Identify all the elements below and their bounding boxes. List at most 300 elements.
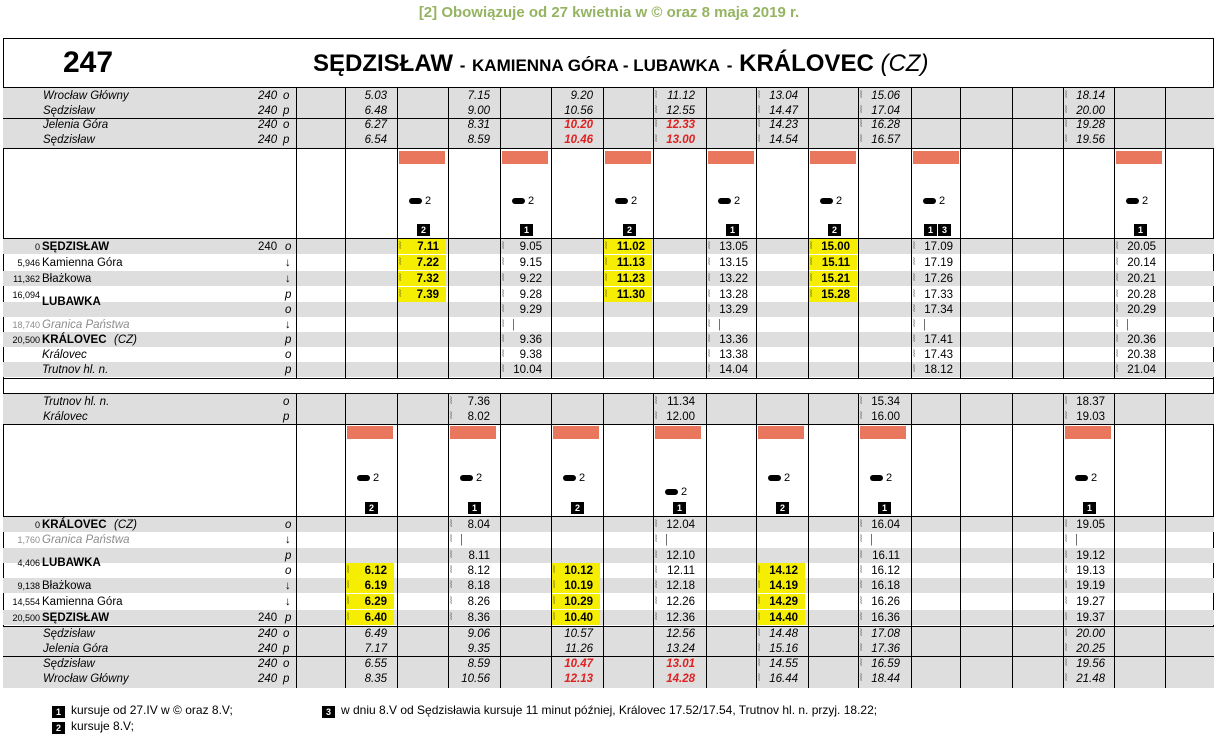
railcar-icon (512, 195, 534, 207)
stop-station: Granica Państwa (42, 534, 130, 546)
km-value: 0 (34, 520, 40, 530)
stop-flag: ↓ (285, 580, 291, 592)
stop-time: 16.12 (871, 565, 900, 577)
stop-time: 8.12 (467, 565, 490, 577)
wavy-mark: ⦚ (913, 273, 916, 284)
wavy-mark: ⦚ (810, 257, 813, 268)
wavy-mark: ⦚ (399, 289, 402, 300)
footnote-text: w dniu 8.V od Sędzisławia kursuje 11 minut później, Královec 17.52/17.54, Trutnov hl. n. przyj. 18.22; (341, 703, 878, 717)
car-count: 2 (373, 472, 380, 484)
wavy-mark: ⦚ (860, 104, 863, 116)
train-category-badge (502, 151, 548, 164)
wavy-mark: ⦚ (1065, 90, 1068, 101)
wavy-mark: ⦚ (553, 580, 556, 591)
stop-time: 7.11 (417, 241, 439, 253)
connection-time: 14.48 (769, 628, 798, 640)
stop-station: LUBAWKA (42, 296, 101, 308)
wavy-mark: ⦚ (1065, 658, 1068, 669)
wavy-mark: ⦚ (708, 241, 711, 252)
col-divider (911, 394, 912, 688)
wavy-mark: ⦚ (860, 580, 863, 591)
wavy-mark: ⦚ (1065, 580, 1068, 591)
wavy-mark: ⦚ (655, 133, 658, 145)
stop-time: 20.36 (1127, 334, 1156, 346)
wavy-mark: ⦚ (1065, 612, 1068, 623)
footnote-marker: 1 (1083, 502, 1096, 514)
wavy-mark: ⦚ (913, 364, 916, 375)
wavy-mark: ⦚ (860, 90, 863, 101)
stop-time: 8.36 (467, 612, 490, 624)
wavy-mark: ⦚ (450, 596, 453, 607)
col-divider (960, 88, 961, 378)
train-category-badge (450, 426, 496, 439)
wavy-mark: ⦚ (502, 364, 505, 375)
connection-flag: p (283, 673, 290, 685)
stop-time: 20.05 (1127, 241, 1156, 253)
connection-time: 16.57 (871, 133, 900, 146)
footnote-marker: 2 (828, 224, 841, 236)
stop-time: 6.19 (364, 580, 387, 592)
railcar-icon (820, 195, 842, 207)
stop-flag: p (285, 612, 292, 624)
route-sep-2: - (726, 56, 733, 75)
railcar-icon (768, 472, 790, 484)
stop-time: 15.21 (821, 273, 850, 285)
footnote-marker: 1 (924, 224, 937, 236)
connection-line: 240 (258, 643, 278, 655)
wavy-mark: ⦚ (758, 133, 761, 145)
stop-time: 17.19 (924, 257, 953, 269)
wavy-mark: ⦚ (655, 90, 658, 101)
wavy-mark: ⦚ (502, 304, 505, 315)
title-row (3, 38, 1214, 88)
connection-time: 8.59 (467, 658, 490, 670)
km-value: 11,362 (13, 274, 40, 284)
stop-time: 17.26 (924, 273, 953, 285)
km-value: 20,500 (12, 335, 40, 345)
km-value: 1,760 (17, 535, 40, 545)
stop-station: Kamienna Góra (42, 257, 123, 269)
stop-time: 10.12 (564, 565, 593, 577)
wavy-mark: ⦚ (1065, 396, 1068, 407)
stop-station: Błażkowa (42, 580, 92, 592)
train-category-badge (810, 151, 856, 164)
footnote (322, 703, 877, 717)
stop-station: SĘDZISŁAW (42, 241, 110, 253)
wavy-mark: ⦚ (1116, 304, 1119, 315)
connection-time: 7.17 (364, 643, 387, 655)
connection-time: 8.59 (467, 133, 490, 146)
connection-time: 10.20 (564, 119, 593, 131)
stop-time: 9.36 (519, 334, 542, 346)
stop-time: 13.22 (719, 273, 748, 285)
stop-station: KRÁLOVEC (42, 334, 107, 346)
footnote (52, 703, 233, 717)
railcar-icon (615, 195, 637, 207)
col-divider (653, 88, 654, 378)
col-divider (1165, 88, 1166, 378)
footnote-marker: 1 (726, 224, 739, 236)
wavy-mark: ⦚ (1065, 133, 1068, 145)
row-divider (3, 118, 1214, 119)
stop-station-suffix: (CZ) (114, 334, 137, 346)
connection-time: 14.23 (769, 119, 798, 131)
wavy-mark: ⦚ (1116, 349, 1119, 360)
connection-time: 6.49 (364, 628, 387, 640)
connection-time: 17.36 (871, 643, 900, 655)
connection-line: 240 (258, 133, 278, 146)
col-divider (911, 88, 912, 378)
connection-time: 20.25 (1076, 643, 1105, 655)
wavy-mark: ⦚ (860, 596, 863, 607)
wavy-mark: ⦚ (913, 289, 916, 300)
wavy-mark: ⦚ (605, 273, 608, 284)
col-divider (1012, 394, 1013, 688)
wavy-mark: ⦚ (655, 119, 658, 130)
connection-time: 21.48 (1076, 673, 1105, 685)
stop-flag: ↓ (285, 596, 291, 608)
connection-time: 7.15 (467, 90, 490, 102)
car-count: 2 (579, 472, 586, 484)
wavy-mark: ⦚ (347, 580, 350, 591)
col-divider (960, 394, 961, 688)
wavy-mark: ⦚ (502, 273, 505, 284)
stop-time: 14.19 (769, 580, 798, 592)
wavy-mark: ⦚ (708, 349, 711, 360)
wavy-mark: ⦚ (758, 104, 761, 116)
stop-time: 16.26 (871, 596, 900, 608)
stop-time: 20.38 (1127, 349, 1156, 361)
train-category-badge (913, 151, 959, 164)
wavy-mark: ⦚ (655, 550, 658, 561)
connection-time: 19.56 (1076, 133, 1105, 146)
route-from: SĘDZISŁAW (313, 50, 454, 77)
stop-time: 17.33 (924, 289, 953, 301)
wavy-mark: ⦚ (860, 396, 863, 407)
connection-station: Sędzisław (43, 133, 95, 146)
shaded-band-top-1 (3, 88, 1214, 118)
stop-time: 13.28 (719, 289, 748, 301)
stop-time: 7.39 (416, 289, 439, 301)
validity-banner: [2] Obowiązuje od 27 kwietnia w © oraz 8 maja 2019 r. (418, 4, 800, 21)
footnote-marker: 3 (322, 706, 335, 718)
footnote-marker: 1 (673, 502, 686, 514)
wavy-mark: ⦚ (1065, 119, 1068, 130)
wavy-mark: ⦚ (913, 257, 916, 268)
connection-time: 18.14 (1076, 90, 1105, 102)
connection-time: 12.56 (666, 628, 695, 640)
wavy-mark: ⦚ (1065, 410, 1068, 422)
wavy-mark: ⦚ (399, 273, 402, 284)
wavy-mark: ⦚ (860, 410, 863, 422)
stop-flag: ↓ (285, 257, 291, 269)
wavy-mark: ⦚ (450, 612, 453, 623)
wavy-mark: ⦚ (810, 273, 813, 284)
col-divider (296, 88, 297, 378)
col-divider (500, 88, 501, 378)
connection-flag: o (283, 658, 290, 670)
stop-time: 7.32 (416, 273, 439, 285)
connection-time: 13.00 (666, 133, 695, 146)
col-divider (397, 88, 398, 378)
connection-flag: o (283, 396, 290, 408)
car-count: 2 (734, 195, 741, 207)
connection-time: 20.00 (1076, 628, 1105, 640)
railcar-icon (718, 195, 740, 207)
wavy-mark: ⦚ (1116, 241, 1119, 252)
stop-time: 14.29 (769, 596, 798, 608)
connection-time: 10.56 (564, 104, 593, 117)
train-category-badge (347, 426, 393, 439)
wavy-mark: ⦚ (860, 673, 863, 684)
train-category-badge (758, 426, 804, 439)
connection-station: Trutnov hl. n. (43, 396, 110, 408)
connection-line: 240 (258, 673, 278, 685)
car-count: 2 (425, 195, 432, 207)
col-divider (858, 394, 859, 688)
connection-time: 15.06 (871, 90, 900, 102)
stop-flag: o (285, 565, 292, 577)
connection-time: 6.54 (364, 133, 387, 146)
stop-line: 240 (258, 241, 278, 253)
shaded-band-top-2 (3, 118, 1214, 148)
stop-time: 14.12 (769, 565, 798, 577)
wavy-mark: ⦚ (502, 257, 505, 268)
stop-flag: ↓ (285, 273, 291, 285)
shaded-band-bottom-1 (3, 627, 1214, 657)
col-divider (603, 88, 604, 378)
col-divider (551, 88, 552, 378)
connection-time: 17.04 (871, 104, 900, 117)
connection-time: 6.55 (364, 658, 387, 670)
stop-station: KRÁLOVEC (42, 519, 107, 531)
car-count: 2 (476, 472, 483, 484)
connection-station: Jelenia Góra (43, 643, 109, 655)
wavy-mark: ⦚ (450, 396, 453, 407)
stop-time: 9.05 (519, 241, 542, 253)
stop-time: 8.26 (467, 596, 490, 608)
connection-time: 14.55 (769, 658, 798, 670)
footnote-marker: 1 (52, 706, 65, 718)
stop-station: LUBAWKA (42, 557, 101, 569)
wavy-mark: ⦚ (708, 257, 711, 268)
col-divider (345, 88, 346, 378)
connection-flag: o (283, 119, 290, 131)
wavy-mark: ⦚ (450, 580, 453, 591)
km-value: 14,554 (12, 597, 40, 607)
wavy-mark: ⦚ (708, 364, 711, 375)
train-category-badge (553, 426, 599, 439)
stop-time: 10.19 (564, 580, 593, 592)
stop-flag: p (285, 364, 292, 376)
train-category-badge (1065, 426, 1111, 439)
wavy-mark: ⦚ (450, 565, 453, 576)
connection-time: 6.48 (364, 104, 387, 117)
connection-line: 240 (258, 104, 278, 117)
route-title (313, 50, 928, 78)
wavy-mark: ⦚ (502, 241, 505, 252)
pass-through-mark: | (718, 319, 721, 331)
footnote-text: kursuje od 27.IV w © oraz 8.V; (71, 703, 233, 717)
car-count: 2 (939, 195, 946, 207)
connection-time: 10.46 (564, 133, 593, 146)
train-category-badge (399, 151, 445, 164)
col-divider (296, 394, 297, 688)
connection-time: 19.03 (1076, 410, 1105, 423)
connection-time: 11.34 (667, 396, 695, 408)
stop-flag: o (285, 349, 292, 361)
col-divider (603, 394, 604, 688)
railcar-icon (460, 472, 482, 484)
wavy-mark: ⦚ (655, 534, 658, 545)
stop-time: 7.22 (416, 257, 439, 269)
car-count: 2 (784, 472, 791, 484)
col-divider (500, 394, 501, 688)
wavy-mark: ⦚ (450, 519, 453, 530)
connection-station: Jelenia Góra (43, 119, 109, 131)
wavy-mark: ⦚ (655, 396, 658, 407)
footnote-marker: 1 (468, 502, 481, 514)
stop-time: 9.29 (519, 304, 542, 316)
car-count: 2 (631, 195, 638, 207)
stop-time: 19.05 (1076, 519, 1105, 531)
connection-line: 240 (258, 90, 278, 102)
car-count: 2 (1142, 195, 1149, 207)
stop-time: 6.29 (364, 596, 387, 608)
col-divider (706, 394, 707, 688)
wavy-mark: ⦚ (502, 334, 505, 345)
stop-time: 12.11 (667, 565, 695, 577)
stop-time: 8.04 (467, 519, 490, 531)
stop-station: Trutnov hl. n. (42, 364, 109, 376)
col-divider (448, 394, 449, 688)
km-value: 0 (34, 242, 40, 252)
connection-time: 10.56 (461, 673, 490, 685)
stop-time: 12.10 (666, 550, 695, 562)
stop-flag: p (285, 334, 292, 346)
connection-flag: p (283, 410, 290, 423)
stop-time: 15.11 (821, 257, 850, 269)
connection-time: 17.08 (871, 628, 900, 640)
wavy-mark: ⦚ (1116, 257, 1119, 268)
wavy-mark: ⦚ (1116, 273, 1119, 284)
wavy-mark: ⦚ (347, 565, 350, 576)
km-value: 9,138 (17, 581, 40, 591)
wavy-mark: ⦚ (605, 289, 608, 300)
connection-time: 12.55 (666, 104, 695, 117)
connection-time: 14.47 (769, 104, 798, 117)
shaded-band-stop (3, 362, 1214, 377)
wavy-mark: ⦚ (758, 658, 761, 669)
stop-time: 14.04 (719, 364, 748, 376)
wavy-mark: ⦚ (553, 565, 556, 576)
stop-time: 11.02 (616, 241, 645, 253)
wavy-mark: ⦚ (758, 673, 761, 684)
pass-through-mark: | (870, 534, 873, 546)
stop-station: Błażkowa (42, 273, 92, 285)
col-divider (653, 394, 654, 688)
stop-time: 10.04 (513, 364, 542, 376)
connection-time: 18.37 (1076, 396, 1105, 408)
col-divider (1063, 394, 1064, 688)
stop-time: 16.18 (871, 580, 900, 592)
connection-time: 12.33 (666, 119, 695, 131)
stop-time: 13.38 (719, 349, 748, 361)
connection-time: 6.27 (364, 119, 387, 131)
stop-time: 17.34 (924, 304, 953, 316)
wavy-mark: ⦚ (1065, 519, 1068, 530)
wavy-mark: ⦚ (810, 289, 813, 300)
pass-through-mark: | (512, 319, 515, 331)
footnote-marker: 1 (520, 224, 533, 236)
connection-time: 15.34 (871, 396, 900, 408)
wavy-mark: ⦚ (708, 319, 711, 330)
train-category-badge (1116, 151, 1162, 164)
wavy-mark: ⦚ (913, 319, 916, 330)
km-value: 4,406 (17, 558, 40, 568)
railcar-icon (357, 472, 379, 484)
stop-time: 19.37 (1076, 612, 1105, 624)
stop-flag: ↓ (285, 534, 291, 546)
wavy-mark: ⦚ (450, 410, 453, 422)
connection-time: 13.04 (769, 90, 798, 102)
connection-station: Sędzisław (43, 628, 95, 640)
col-divider (345, 394, 346, 688)
train-category-badge (708, 151, 754, 164)
col-divider (756, 88, 757, 378)
connection-time: 12.00 (666, 410, 695, 423)
shaded-band-return-conn (3, 394, 1214, 424)
connection-time: 8.35 (364, 673, 387, 685)
footnote-marker: 1 (1134, 224, 1147, 236)
wavy-mark: ⦚ (1065, 534, 1068, 545)
pass-through-mark: | (1126, 319, 1129, 331)
col-divider (706, 88, 707, 378)
pass-through-mark: | (665, 534, 668, 546)
stop-time: 20.28 (1127, 289, 1156, 301)
stop-station-suffix: (CZ) (114, 519, 137, 531)
connection-time: 19.28 (1076, 119, 1105, 131)
shaded-band-stop (3, 578, 1214, 593)
stop-time: 11.13 (616, 257, 645, 269)
km-value: 18,740 (12, 320, 40, 330)
wavy-mark: ⦚ (860, 565, 863, 576)
wavy-mark: ⦚ (1065, 628, 1068, 639)
railcar-icon (665, 486, 687, 498)
stop-time: 18.12 (924, 364, 953, 376)
wavy-mark: ⦚ (758, 119, 761, 130)
connection-time: 10.57 (564, 628, 593, 640)
stop-time: 17.09 (924, 241, 953, 253)
connection-flag: p (283, 133, 290, 146)
car-count: 2 (1091, 472, 1098, 484)
connection-flag: p (283, 104, 290, 117)
stop-time: 17.43 (924, 349, 953, 361)
stop-time: 20.14 (1127, 257, 1156, 269)
wavy-mark: ⦚ (1116, 364, 1119, 375)
wavy-mark: ⦚ (758, 580, 761, 591)
connection-time: 16.59 (871, 658, 900, 670)
wavy-mark: ⦚ (708, 289, 711, 300)
wavy-mark: ⦚ (1065, 104, 1068, 116)
stop-time: 13.36 (719, 334, 748, 346)
stop-flag: o (285, 241, 292, 253)
row-divider (3, 424, 1214, 425)
stop-time: 12.18 (666, 580, 695, 592)
wavy-mark: ⦚ (913, 304, 916, 315)
footnote-marker: 3 (938, 224, 951, 236)
connection-time: 9.35 (467, 643, 490, 655)
